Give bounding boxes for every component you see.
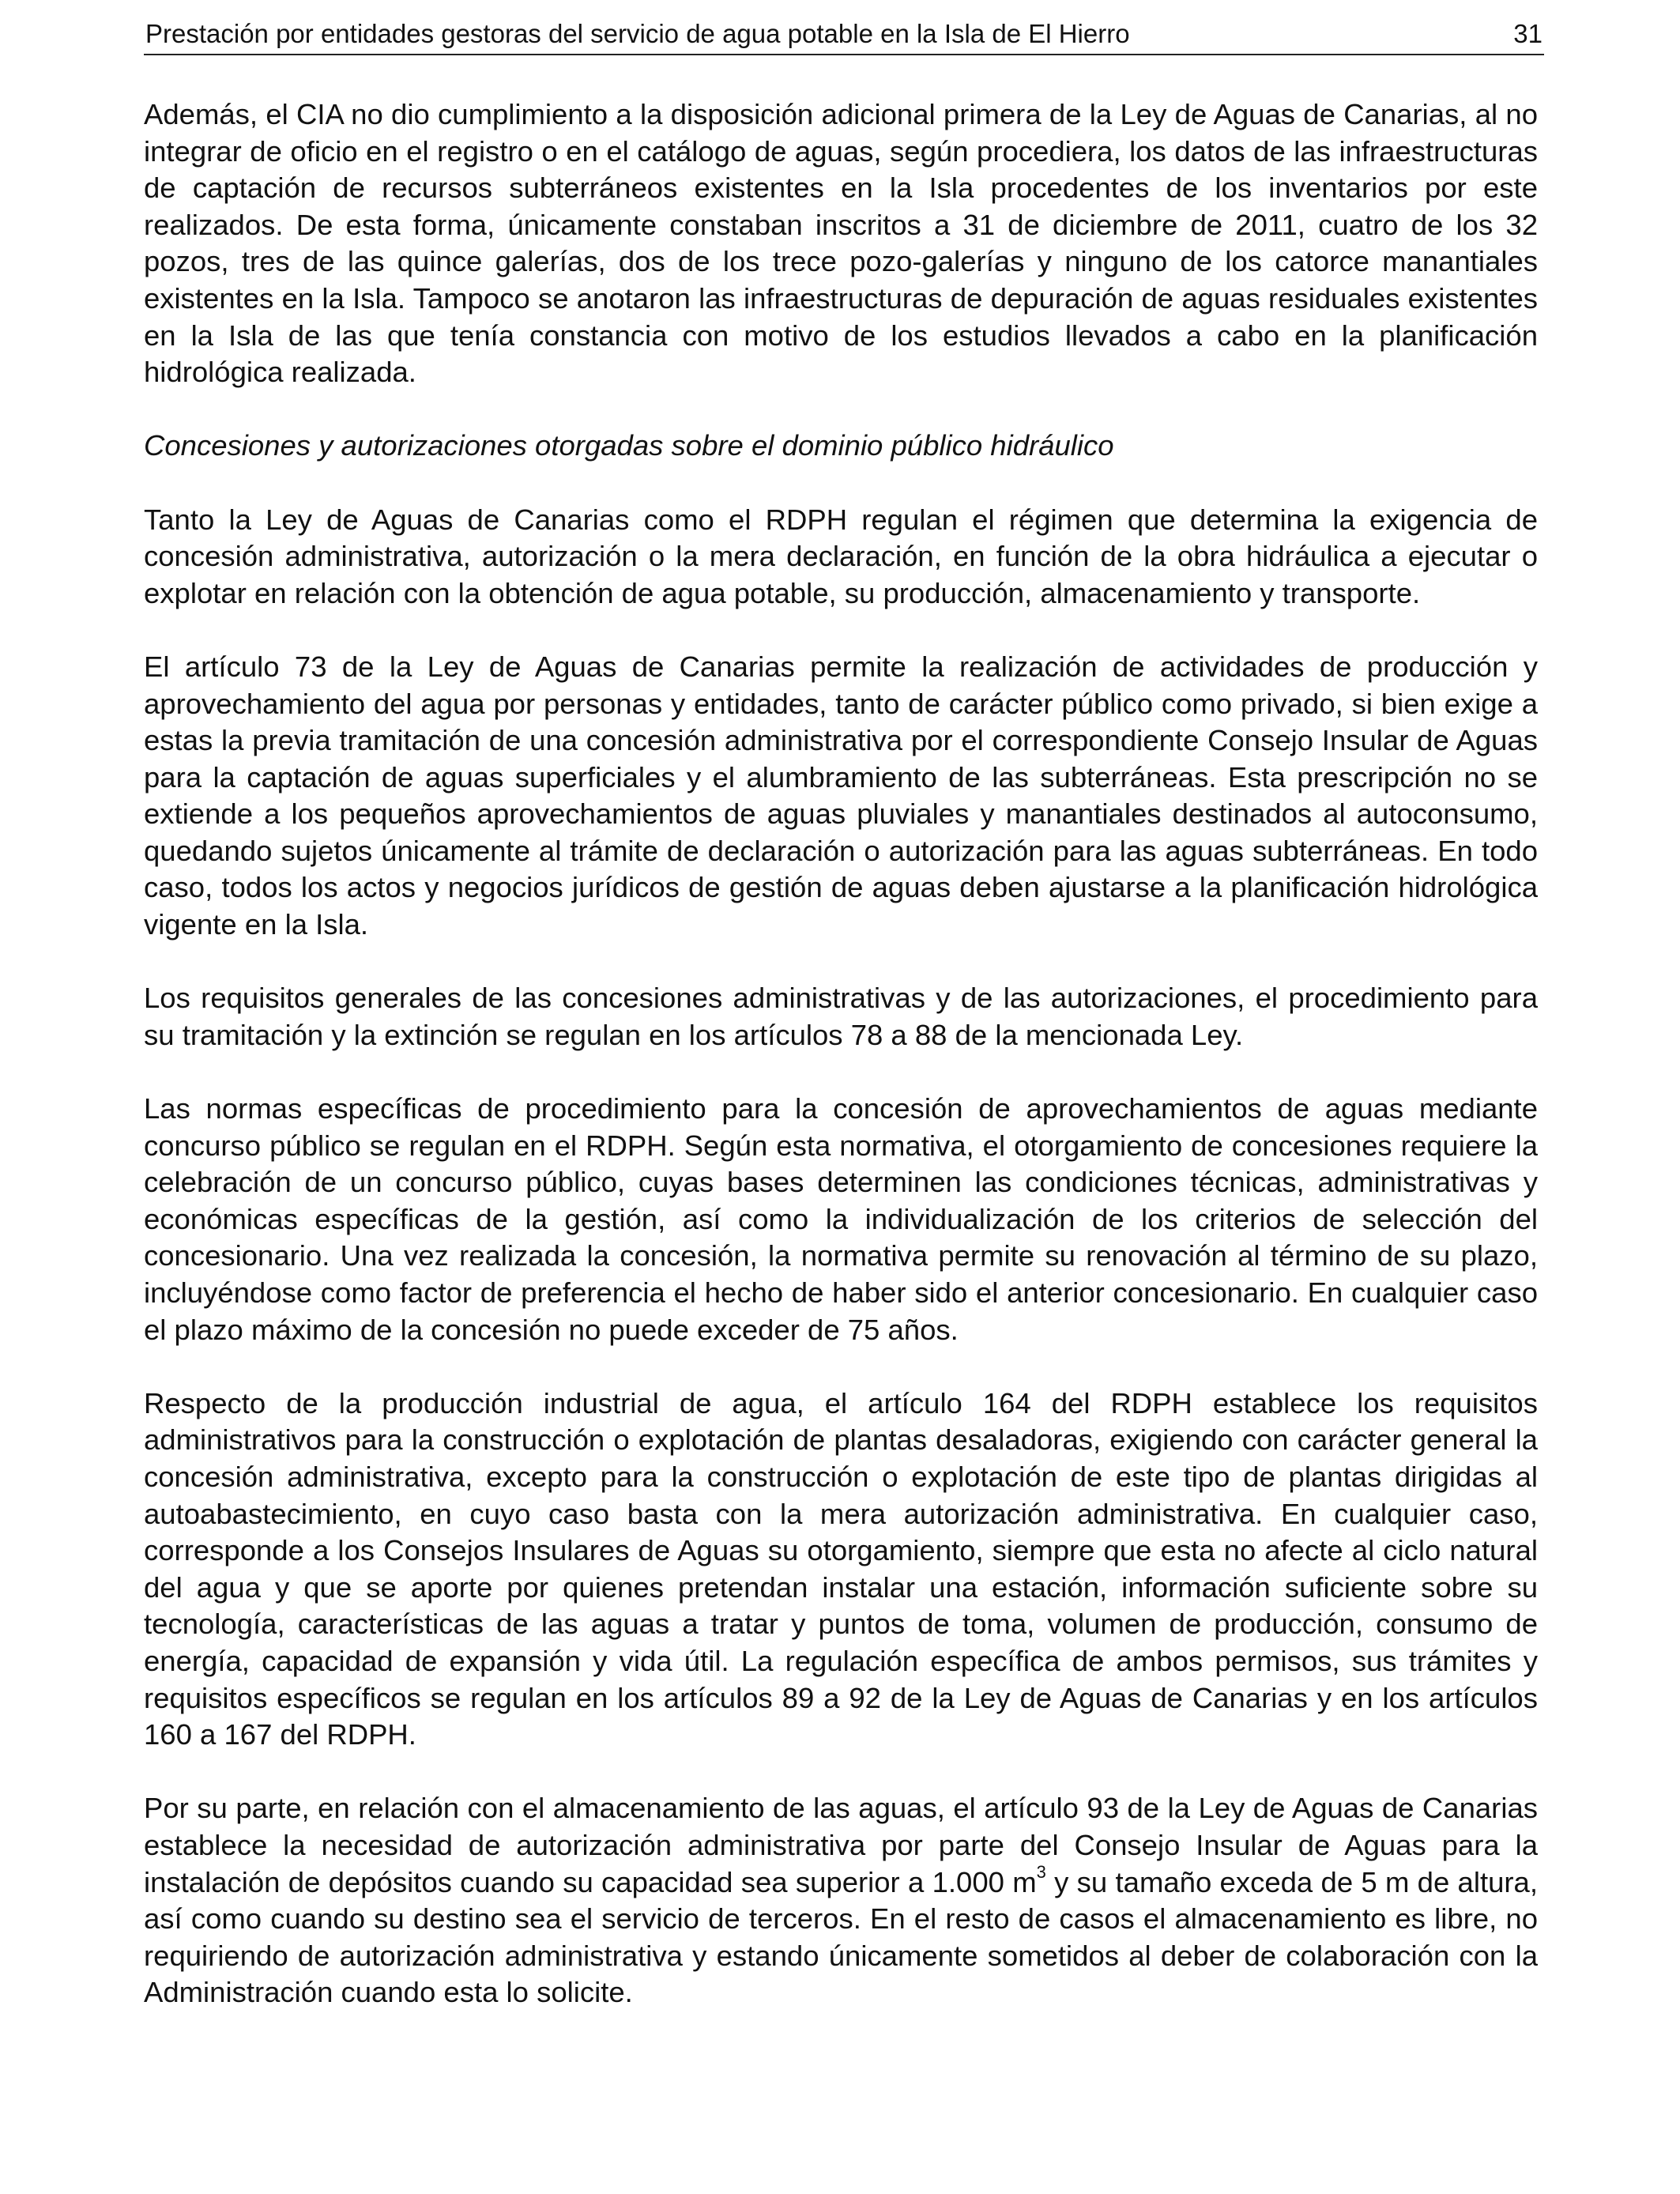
page-number: 31: [1513, 19, 1543, 48]
paragraph-normas-concurso: Las normas específicas de procedimiento para la concesión de aprovechamientos de aguas mediante concurso público se regulan en el RDPH. Según esta normativa, el otorgamiento de concesiones requiere la celebración de un concurso público, cuyas bases determinen las condiciones técnicas, administrativas y económicas específicas de la gestión, así como la individualización de los criterios de selección del concesionario. Una vez realizada la concesión, la normativa permite su renovación al término de su plazo, incluyéndose como factor de preferencia el hecho de haber sido el anterior concesionario. En cualquier caso el plazo máximo de la concesión no puede exceder de 75 años.: [144, 1092, 1538, 1346]
cubic-exponent: 3: [1036, 1862, 1046, 1883]
paragraph-produccion-industrial: Respecto de la producción industrial de agua, el artículo 164 del RDPH establece los requisitos administrativos para la construcción o explotación de plantas desaladoras, exigiendo con carácter general la concesión administrativa, excepto para la construcción o explotación de este tipo de plantas dirigidas al autoabastecimiento, en cuyo caso basta con la mera autorización administrativa. En cualquier caso, corresponde a los Consejos Insulares de Aguas su otorgamiento, siempre que esta no afecte al ciclo natural del agua y que se aporte por quienes pretendan instalar una estación, información suficiente sobre su tecnología, características de las aguas a tratar y puntos de toma, volumen de producción, consumo de energía, capacidad de expansión y vida útil. La regulación específica de ambos permisos, sus trámites y requisitos específicos se regulan en los artículos 89 a 92 de la Ley de Aguas de Canarias y en los artículos 160 a 167 del RDPH.: [144, 1386, 1538, 1751]
almacenamiento-text-start: Por su parte, en relación con el almacenamiento de las aguas, el artículo 93 de la Ley de Aguas de Canarias establece la necesidad de autorización administrativa por parte del Consejo Insular de Aguas para la instalación de depósitos cuando su capacidad sea superior a 1.000 m: [144, 1792, 1538, 1898]
almacenamiento-text-end: y su tamaño exceda de 5 m de altura, así como cuando su destino sea el servicio de terceros. En el resto de casos el almacenamiento es libre, no requiriendo de autorización administrativa y estando únicamente sometidos al deber de colaboración con la Administración cuando esta lo solicite.: [144, 1865, 1538, 2009]
body-text: [144, 96, 1538, 2048]
section-heading-concesiones: Concesiones y autorizaciones otorgadas sobre el dominio público hidráulico: [144, 429, 1114, 462]
paragraph-almacenamiento: [144, 1790, 1538, 2011]
paragraph-regimen-concesion: Tanto la Ley de Aguas de Canarias como el RDPH regulan el régimen que determina la exigencia de concesión administrativa, autorización o la mera declaración, en función de la obra hidráulica a ejecutar o explotar en relación con la obtención de agua potable, su producción, almacenamiento y transporte.: [144, 503, 1538, 609]
page-header: [144, 14, 1544, 55]
running-title: Prestación por entidades gestoras del servicio de agua potable en la Isla de El Hierro: [145, 19, 1130, 48]
paragraph-requisitos-generales: Los requisitos generales de las concesiones administrativas y de las autorizaciones, el procedimiento para su tramitación y la extinción se regulan en los artículos 78 a 88 de la mencionada Ley.: [144, 982, 1538, 1051]
paragraph-registro-infraestructuras: Además, el CIA no dio cumplimiento a la disposición adicional primera de la Ley de Aguas de Canarias, al no integrar de oficio en el registro o en el catálogo de aguas, según procediera, los datos de las infraestructuras de captación de recursos subterráneos existentes en la Isla procedentes de los inventarios por este realizados. De esta forma, únicamente constaban inscritos a 31 de diciembre de 2011, cuatro de los 32 pozos, tres de las quince galerías, dos de los trece pozo-galerías y ninguno de los catorce manantiales existentes en la Isla. Tampoco se anotaron las infraestructuras de depuración de aguas residuales existentes en la Isla de las que tenía constancia con motivo de los estudios llevados a cabo en la planificación hidrológica realizada.: [144, 98, 1538, 389]
paragraph-articulo-73: El artículo 73 de la Ley de Aguas de Canarias permite la realización de actividades de producción y aprovechamiento del agua por personas y entidades, tanto de carácter público como privado, si bien exige a estas la previa tramitación de una concesión administrativa por el correspondiente Consejo Insular de Aguas para la captación de aguas superficiales y el alumbramiento de las subterráneas. Esta prescripción no se extiende a los pequeños aprovechamientos de aguas pluviales y manantiales destinados al autoconsumo, quedando sujetos únicamente al trámite de declaración o autorización para las aguas subterráneas. En todo caso, todos los actos y negocios jurídicos de gestión de aguas deben ajustarse a la planificación hidrológica vigente en la Isla.: [144, 650, 1538, 941]
